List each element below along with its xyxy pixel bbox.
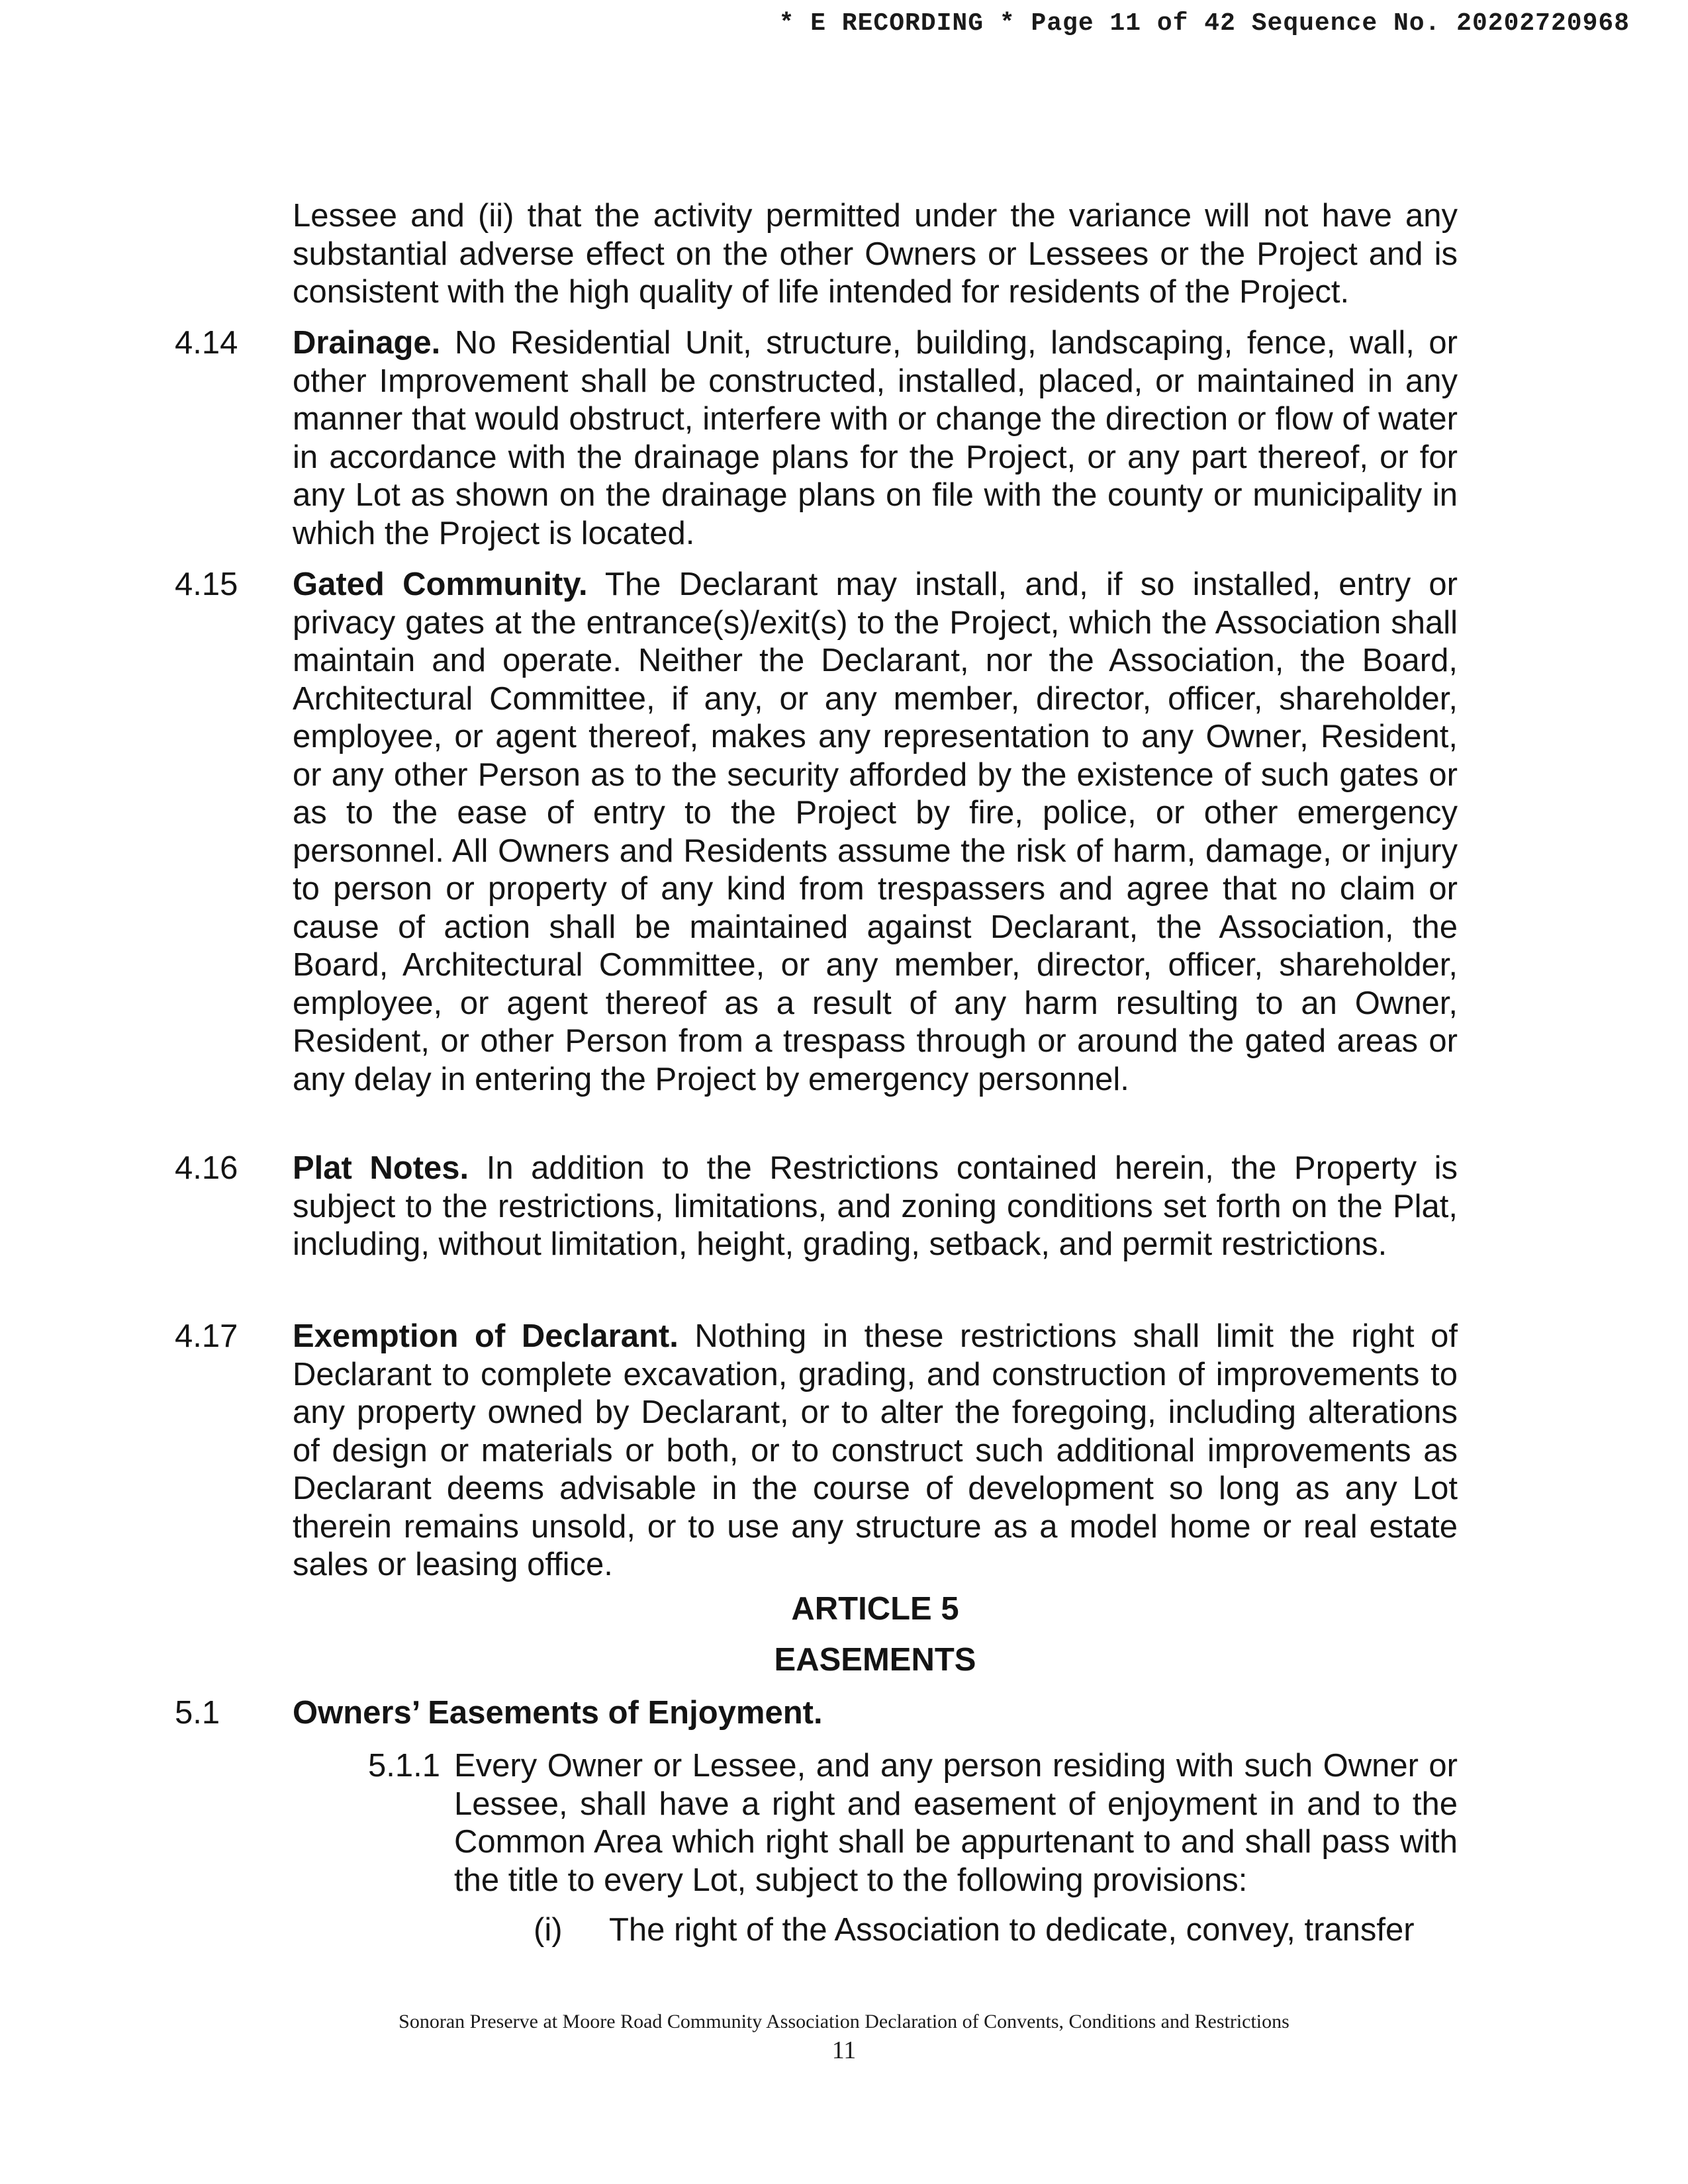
article-title: EASEMENTS — [774, 1642, 976, 1678]
subsection-text: Every Owner or Lessee, and any person residing with such Owner or Lessee, shall have a right and easement of enjoyment in and to the Common Area which right shall be appurtenant to and shall pass with the title to every Lot, subject to the following provisions: — [454, 1748, 1458, 1898]
section-body — [293, 566, 1458, 1099]
section-body — [293, 1150, 1458, 1264]
section-number: 4.16 — [175, 1150, 238, 1186]
section-title: Owners’ Easements of Enjoyment. — [293, 1695, 823, 1731]
subsection-number: 5.1.1 — [368, 1748, 440, 1784]
footer-document-title: Sonoran Preserve at Moore Road Community Association Declaration of Convents, Conditions and Restrictions — [399, 2011, 1289, 2032]
intro-paragraph: Lessee and (ii) that the activity permitted under the variance will not have any substantial adverse effect on the other Owners or Lessees or the Project and is consistent with the high quality of life intended for residents of the Project. — [293, 198, 1458, 310]
item-text: The right of the Association to dedicate, convey, transfer — [609, 1912, 1415, 1948]
section-title: Gated Community. — [293, 567, 588, 602]
section-text: Nothing in these restrictions shall limit the right of Declarant to complete excavation, grading, and construction of improvements to any property owned by Declarant, or to alter the foregoing, including alterations of design or materials or both, or to construct such additional improvements as Declarant deems advisable in the course of development so long as any Lot therein remains unsold, or to use any structure as a model home or real estate sales or leasing office. — [293, 1318, 1458, 1582]
item-number: (i) — [534, 1912, 563, 1948]
section-number: 4.15 — [175, 567, 238, 602]
section-title: Drainage. — [293, 325, 441, 361]
section-title: Exemption of Declarant. — [293, 1318, 679, 1354]
section-title: Plat Notes. — [293, 1150, 469, 1186]
section-number: 4.14 — [175, 325, 238, 361]
section-text: In addition to the Restrictions contained herein, the Property is subject to the restrictions, limitations, and zoning conditions set forth on the Plat, including, without limitation, height, grading, setback, and permit restrictions. — [293, 1150, 1458, 1262]
section-text: No Residential Unit, structure, building, landscaping, fence, wall, or other Improvement shall be constructed, installed, placed, or maintained in any manner that would obstruct, interfere with or change the direction or flow of water in accordance with the drainage plans for the Project, or any part thereof, or for any Lot as shown on the drainage plans on file with the county or municipality in which the Project is located. — [293, 325, 1458, 551]
section-number: 4.17 — [175, 1318, 238, 1354]
article-number: ARTICLE 5 — [791, 1591, 959, 1627]
recording-header: * E RECORDING * Page 11 of 42 Sequence No. 20202720968 — [778, 9, 1630, 38]
footer-page-number: 11 — [831, 2036, 857, 2064]
section-number: 5.1 — [175, 1695, 220, 1731]
section-body — [293, 1694, 1458, 1733]
section-body — [293, 324, 1458, 553]
section-text: The Declarant may install, and, if so installed, entry or privacy gates at the entrance(s)/exit(s) to the Project, which the Association shall maintain and operate. Neither the Declarant, nor the Association, the Board, Architectural Committee, if any, or any member, director, officer, shareholder, employee, or agent thereof, makes any representation to any Owner, Resident, or any other Person as to the security afforded by the existence of such gates or as to the ease of entry to the Project by fire, police, or other emergency personnel. All Owners and Residents assume the risk of harm, damage, or injury to person or property of any kind from trespassers and agree that no claim or cause of action shall be maintained against Declarant, the Association, the Board, Architectural Committee, or any member, director, officer, shareholder, employee, or agent thereof as a result of any harm resulting to an Owner, Resident, or other Person from a trespass through or around the gated areas or any delay in entering the Project by emergency personnel. — [293, 567, 1458, 1097]
section-body — [293, 1318, 1458, 1584]
